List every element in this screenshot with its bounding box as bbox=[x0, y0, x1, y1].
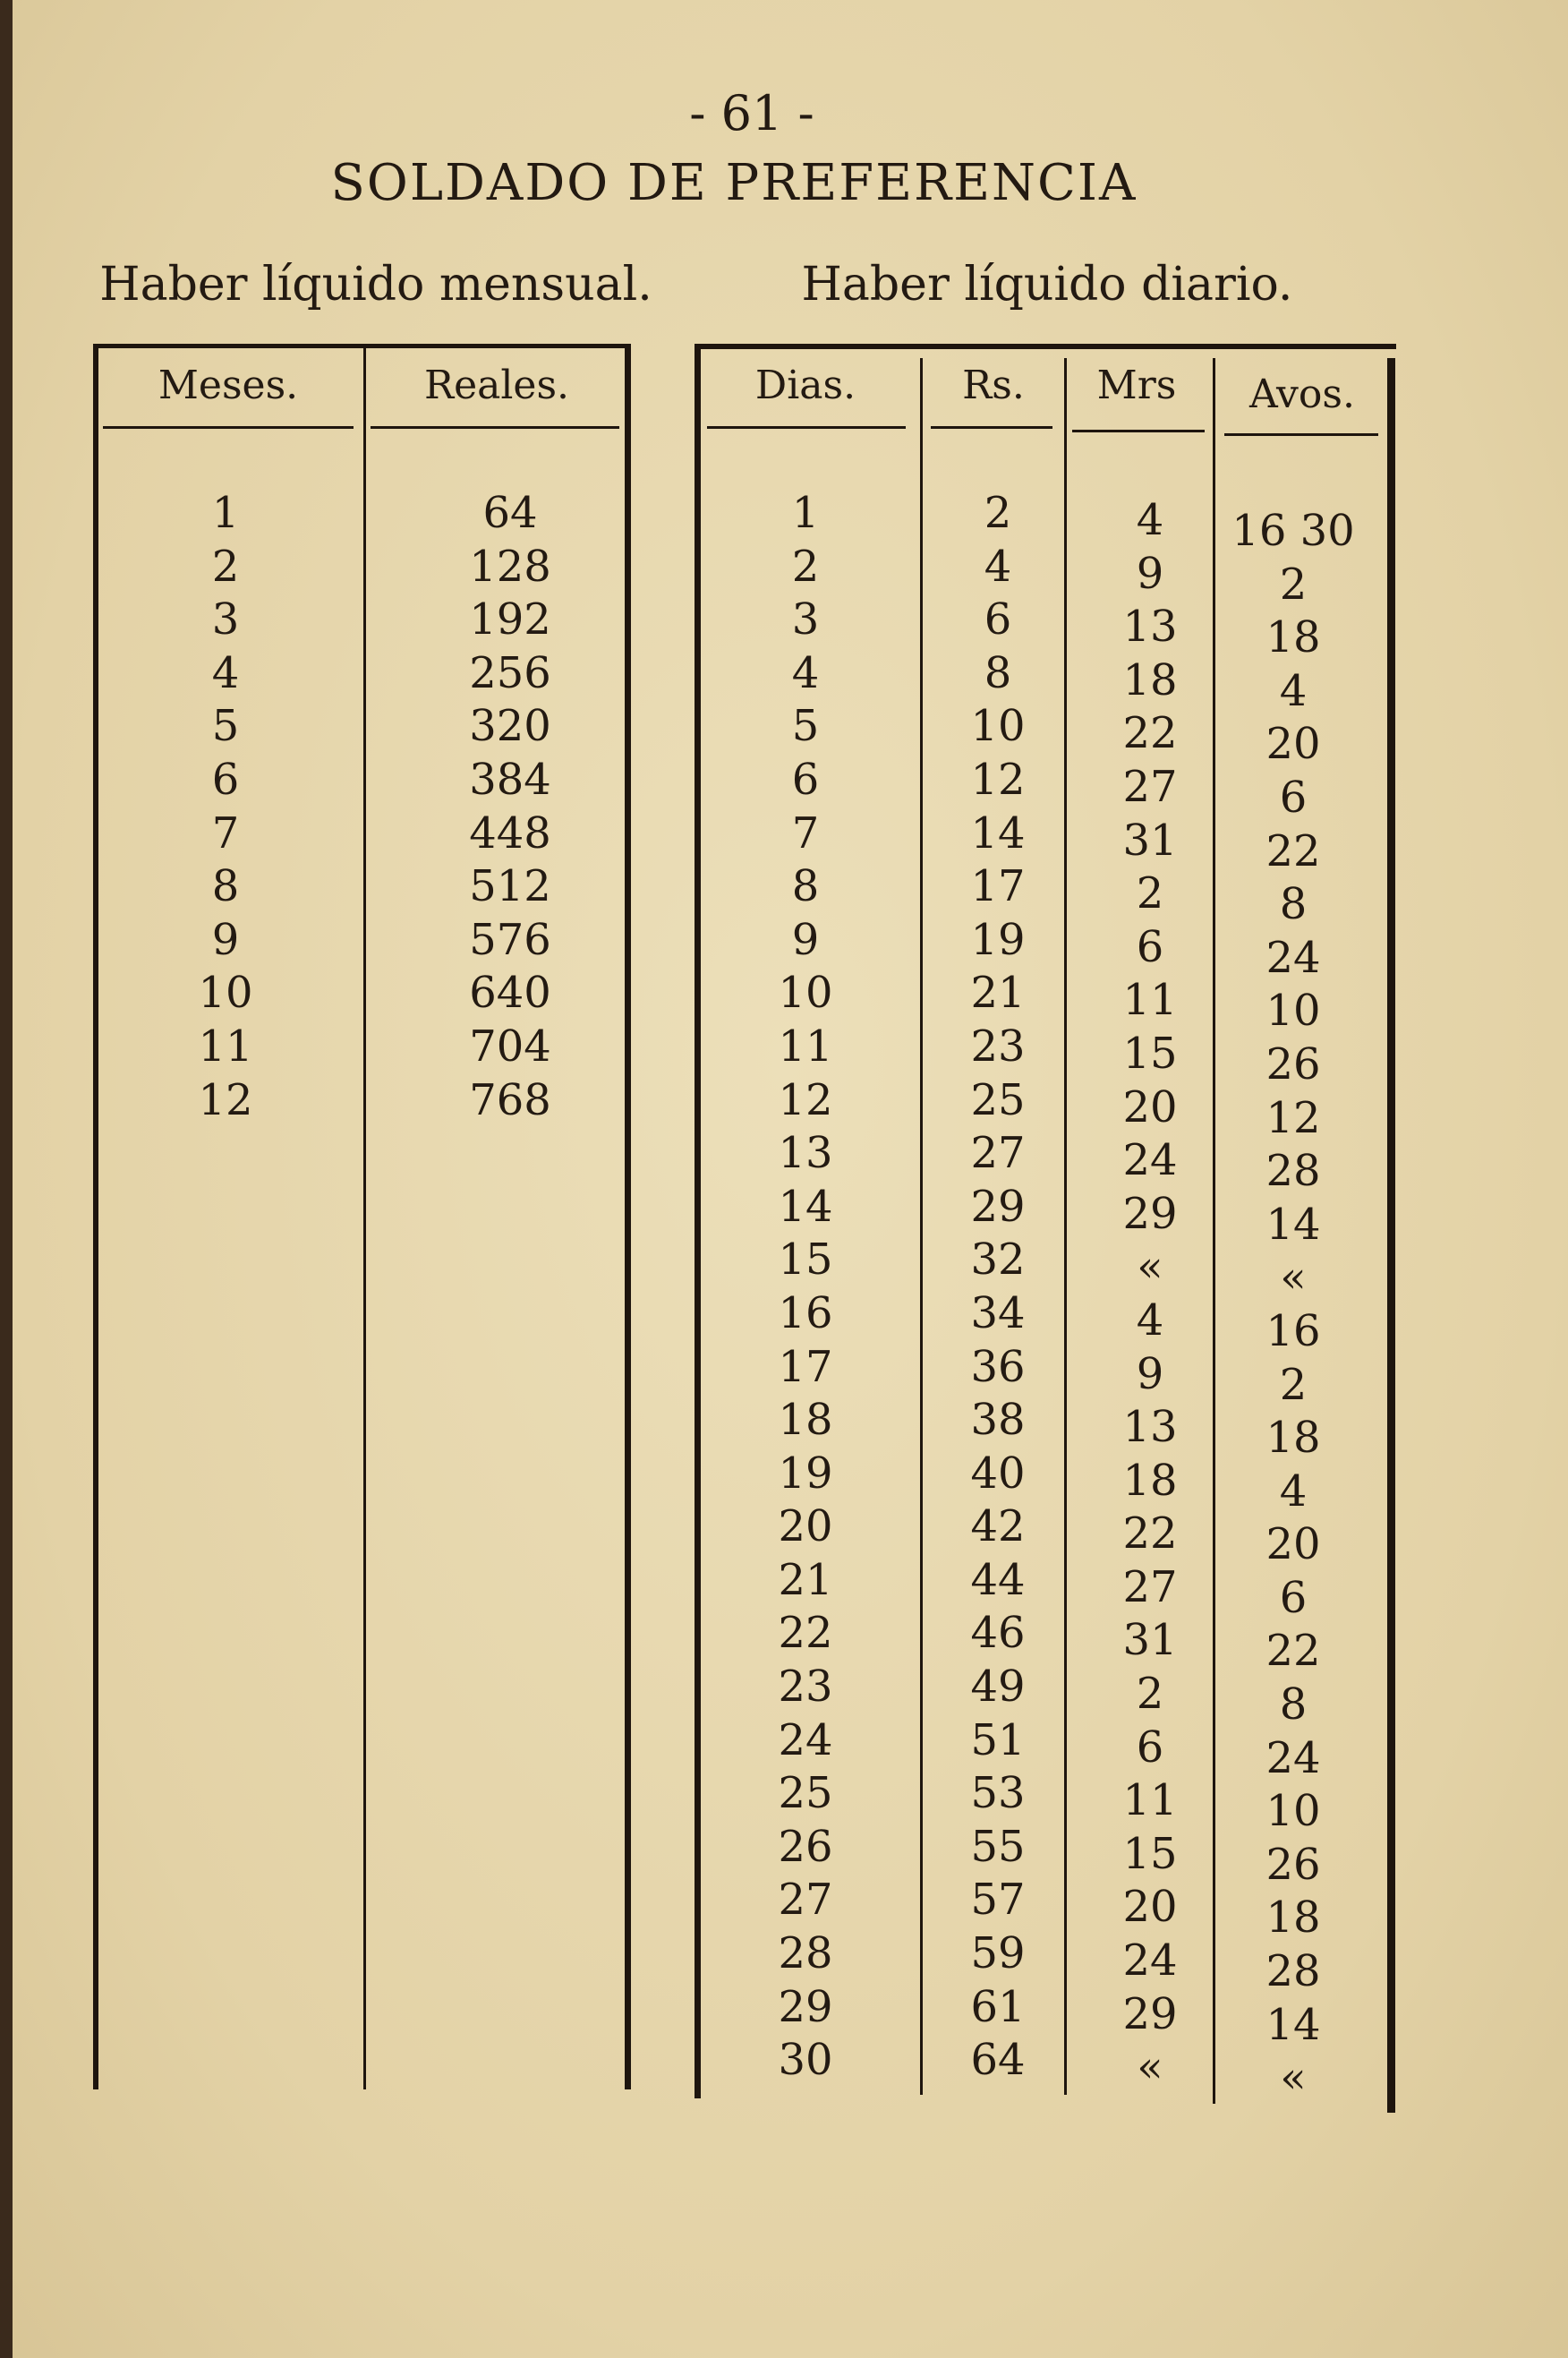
day-cell: 8 bbox=[791, 861, 820, 912]
mrs-cell: 31 bbox=[1122, 815, 1178, 866]
avos-cell: 26 bbox=[1265, 1038, 1321, 1089]
day-cell: 23 bbox=[778, 1662, 833, 1713]
rule bbox=[1072, 430, 1205, 432]
rs-cell: 44 bbox=[970, 1554, 1026, 1605]
mrs-cell: 6 bbox=[1136, 1722, 1164, 1773]
day-cell: 16 bbox=[778, 1287, 833, 1338]
day-cell: 29 bbox=[778, 1981, 833, 2032]
rs-cell: 21 bbox=[970, 968, 1026, 1019]
column-divider bbox=[363, 344, 366, 2089]
reales-column bbox=[469, 488, 551, 1131]
mrs-cell: 27 bbox=[1122, 761, 1178, 812]
header-rs: Rs. bbox=[962, 363, 1025, 408]
table-border-left bbox=[695, 344, 701, 2098]
month-cell: 2 bbox=[211, 541, 240, 592]
avos-cell: 14 bbox=[1265, 1999, 1321, 2050]
mrs-cell: 4 bbox=[1136, 495, 1164, 545]
mrs-cell: 20 bbox=[1122, 1081, 1178, 1132]
reales-cell: 384 bbox=[469, 754, 551, 805]
header-meses: Meses. bbox=[158, 363, 299, 408]
day-cell: 28 bbox=[778, 1928, 833, 1979]
reales-cell: 640 bbox=[469, 968, 551, 1019]
avos-cell: 18 bbox=[1265, 1413, 1321, 1464]
mrs-cell: 13 bbox=[1122, 1402, 1178, 1453]
table-border-right bbox=[625, 344, 631, 2089]
avos-cell: 8 bbox=[1279, 1679, 1308, 1730]
avos-cell: 6 bbox=[1279, 772, 1308, 823]
month-cell: 12 bbox=[198, 1074, 253, 1125]
monthly-heading: Haber líquido mensual. bbox=[99, 258, 652, 312]
mrs-cell: 27 bbox=[1122, 1561, 1178, 1612]
rs-cell: 17 bbox=[970, 861, 1026, 912]
column-divider bbox=[1213, 358, 1215, 2104]
avos-cell: 14 bbox=[1265, 1199, 1321, 1250]
rule bbox=[1224, 433, 1378, 436]
avos-cell: 10 bbox=[1265, 986, 1321, 1037]
day-cell: 21 bbox=[778, 1554, 833, 1605]
mrs-cell: 20 bbox=[1122, 1882, 1178, 1933]
mrs-cell: 6 bbox=[1136, 921, 1164, 972]
header-reales: Reales. bbox=[423, 363, 570, 408]
avos-cell: « bbox=[1280, 1252, 1307, 1303]
reales-cell: 256 bbox=[469, 647, 551, 698]
rs-cell: 53 bbox=[970, 1768, 1026, 1819]
mrs-cell: 24 bbox=[1122, 1935, 1178, 1986]
rs-cell: 14 bbox=[970, 807, 1026, 859]
table-border-right bbox=[1387, 358, 1395, 2113]
day-cell: 4 bbox=[791, 647, 820, 698]
rs-cell: 8 bbox=[984, 647, 1012, 698]
mrs-cell: 11 bbox=[1122, 1775, 1178, 1826]
rs-cell: 42 bbox=[970, 1501, 1026, 1552]
page-title: SOLDADO DE PREFERENCIA bbox=[330, 154, 1138, 212]
day-cell: 14 bbox=[778, 1181, 833, 1232]
day-cell: 24 bbox=[778, 1714, 833, 1765]
day-cell: 7 bbox=[791, 807, 820, 859]
avos-cell: 20 bbox=[1265, 1519, 1321, 1570]
mrs-cell: 29 bbox=[1122, 1988, 1178, 2039]
avos-cell: 16 bbox=[1265, 1305, 1321, 1356]
mrs-cell: 18 bbox=[1122, 654, 1178, 705]
rs-cell: 49 bbox=[970, 1662, 1026, 1713]
mrs-cell: 29 bbox=[1122, 1188, 1178, 1239]
rs-cell: 51 bbox=[970, 1714, 1026, 1765]
rs-cell: 25 bbox=[970, 1074, 1026, 1125]
mrs-cell: 4 bbox=[1136, 1294, 1164, 1346]
rs-cell: 4 bbox=[984, 541, 1012, 592]
rs-cell: 36 bbox=[970, 1341, 1026, 1392]
rule bbox=[931, 426, 1052, 429]
rs-cell: 32 bbox=[970, 1235, 1026, 1286]
avos-cell: 26 bbox=[1265, 1839, 1321, 1890]
mrs-cell: 13 bbox=[1122, 602, 1178, 653]
avos-cell: 4 bbox=[1279, 665, 1308, 716]
reales-cell: 704 bbox=[469, 1021, 551, 1072]
month-cell: 5 bbox=[211, 701, 240, 752]
rule bbox=[695, 344, 1396, 349]
rule bbox=[103, 426, 354, 429]
rs-cell: 23 bbox=[970, 1021, 1026, 1072]
avos-cell: 18 bbox=[1265, 612, 1321, 663]
avos-cell: 20 bbox=[1265, 719, 1321, 770]
column-divider bbox=[1064, 358, 1067, 2095]
mrs-cell: 22 bbox=[1122, 1508, 1178, 1559]
day-cell: 27 bbox=[778, 1875, 833, 1926]
rs-cell: 46 bbox=[970, 1608, 1026, 1659]
mrs-cell: 2 bbox=[1136, 1669, 1164, 1720]
avos-cell: 10 bbox=[1265, 1786, 1321, 1837]
avos-cell: 28 bbox=[1265, 1146, 1321, 1197]
avos-cell: 22 bbox=[1265, 825, 1321, 876]
rule bbox=[371, 426, 619, 429]
day-cell: 11 bbox=[778, 1021, 833, 1072]
reales-cell: 128 bbox=[469, 541, 551, 592]
rs-cell: 38 bbox=[970, 1395, 1026, 1446]
reales-cell: 512 bbox=[469, 861, 551, 912]
day-cell: 3 bbox=[791, 594, 820, 645]
day-cell: 20 bbox=[778, 1501, 833, 1552]
avos-cell: 8 bbox=[1279, 879, 1308, 930]
mrs-cell: 9 bbox=[1136, 1348, 1164, 1399]
reales-cell: 448 bbox=[469, 807, 551, 859]
mrs-cell: 9 bbox=[1136, 548, 1164, 599]
reales-cell: 192 bbox=[469, 594, 551, 645]
rs-cell: 59 bbox=[970, 1928, 1026, 1979]
avos-cell: 18 bbox=[1265, 1892, 1321, 1944]
avos-cell: 2 bbox=[1279, 1359, 1308, 1410]
day-cell: 2 bbox=[791, 541, 820, 592]
header-avos: Avos. bbox=[1249, 372, 1355, 417]
mrs-cell: 22 bbox=[1122, 708, 1178, 759]
month-cell: 3 bbox=[211, 594, 240, 645]
month-cell: 6 bbox=[211, 754, 240, 805]
avos-cell: 2 bbox=[1279, 559, 1308, 610]
rs-cell: 10 bbox=[970, 701, 1026, 752]
mrs-cell: 24 bbox=[1122, 1135, 1178, 1186]
month-cell: 9 bbox=[211, 914, 240, 965]
rs-cell: 2 bbox=[984, 488, 1012, 538]
rs-cell: 40 bbox=[970, 1448, 1026, 1499]
mrs-cell: 31 bbox=[1122, 1615, 1178, 1666]
mrs-cell: 2 bbox=[1136, 868, 1164, 919]
day-cell: 12 bbox=[778, 1074, 833, 1125]
day-cell: 10 bbox=[778, 968, 833, 1019]
rule bbox=[707, 426, 906, 429]
mrs-cell: 15 bbox=[1122, 1028, 1178, 1079]
day-cell: 17 bbox=[778, 1341, 833, 1392]
rs-cell: 6 bbox=[984, 594, 1012, 645]
dias-column bbox=[778, 488, 833, 2091]
table-border-left bbox=[93, 344, 98, 2089]
day-cell: 30 bbox=[778, 2035, 833, 2086]
rs-cell: 55 bbox=[970, 1821, 1026, 1872]
page-number: - 61 - bbox=[689, 85, 814, 141]
mrs-cell: 11 bbox=[1122, 975, 1178, 1026]
reales-cell: 320 bbox=[469, 701, 551, 752]
month-cell: 7 bbox=[211, 807, 240, 859]
rs-column bbox=[970, 488, 1026, 2091]
day-cell: 9 bbox=[791, 914, 820, 965]
day-cell: 15 bbox=[778, 1235, 833, 1286]
day-cell: 6 bbox=[791, 754, 820, 805]
avos-cell: 6 bbox=[1279, 1572, 1308, 1623]
avos-cell: « bbox=[1280, 2053, 1307, 2104]
rs-cell: 61 bbox=[970, 1981, 1026, 2032]
mrs-cell: « bbox=[1137, 2042, 1163, 2093]
avos-cell: 16 30 bbox=[1231, 506, 1355, 556]
day-cell: 18 bbox=[778, 1395, 833, 1446]
month-cell: 10 bbox=[198, 968, 253, 1019]
avos-cell: 24 bbox=[1265, 932, 1321, 983]
avos-cell: 28 bbox=[1265, 1946, 1321, 1997]
rule bbox=[93, 344, 630, 348]
avos-cell: 22 bbox=[1265, 1626, 1321, 1677]
day-cell: 19 bbox=[778, 1448, 833, 1499]
avos-column bbox=[1231, 508, 1354, 2109]
month-cell: 1 bbox=[211, 488, 240, 538]
avos-cell: 24 bbox=[1265, 1732, 1321, 1783]
day-cell: 25 bbox=[778, 1768, 833, 1819]
mrs-cell: 18 bbox=[1122, 1455, 1178, 1506]
rs-cell: 57 bbox=[970, 1875, 1026, 1926]
rs-cell: 64 bbox=[970, 2035, 1026, 2086]
reales-cell: 768 bbox=[469, 1074, 551, 1125]
rs-cell: 27 bbox=[970, 1128, 1026, 1179]
header-mrs: Mrs bbox=[1096, 363, 1177, 408]
daily-heading: Haber líquido diario. bbox=[801, 258, 1293, 312]
reales-cell: 576 bbox=[469, 914, 551, 965]
mrs-cell: 15 bbox=[1122, 1828, 1178, 1879]
page-edge bbox=[0, 0, 13, 2358]
avos-cell: 12 bbox=[1265, 1092, 1321, 1143]
rs-cell: 19 bbox=[970, 914, 1026, 965]
rs-cell: 29 bbox=[970, 1181, 1026, 1232]
header-dias: Dias. bbox=[754, 363, 856, 408]
column-divider bbox=[920, 358, 923, 2095]
mrs-cell: « bbox=[1137, 1242, 1163, 1293]
day-cell: 1 bbox=[791, 488, 820, 538]
month-cell: 11 bbox=[198, 1021, 253, 1072]
month-cell: 4 bbox=[211, 647, 240, 698]
reales-cell: 64 bbox=[482, 488, 538, 538]
meses-column bbox=[198, 488, 253, 1131]
month-cell: 8 bbox=[211, 861, 240, 912]
day-cell: 26 bbox=[778, 1821, 833, 1872]
day-cell: 13 bbox=[778, 1128, 833, 1179]
day-cell: 5 bbox=[791, 701, 820, 752]
mrs-column bbox=[1122, 495, 1178, 2098]
rs-cell: 12 bbox=[970, 754, 1026, 805]
rs-cell: 34 bbox=[970, 1287, 1026, 1338]
day-cell: 22 bbox=[778, 1608, 833, 1659]
avos-cell: 4 bbox=[1279, 1465, 1308, 1516]
